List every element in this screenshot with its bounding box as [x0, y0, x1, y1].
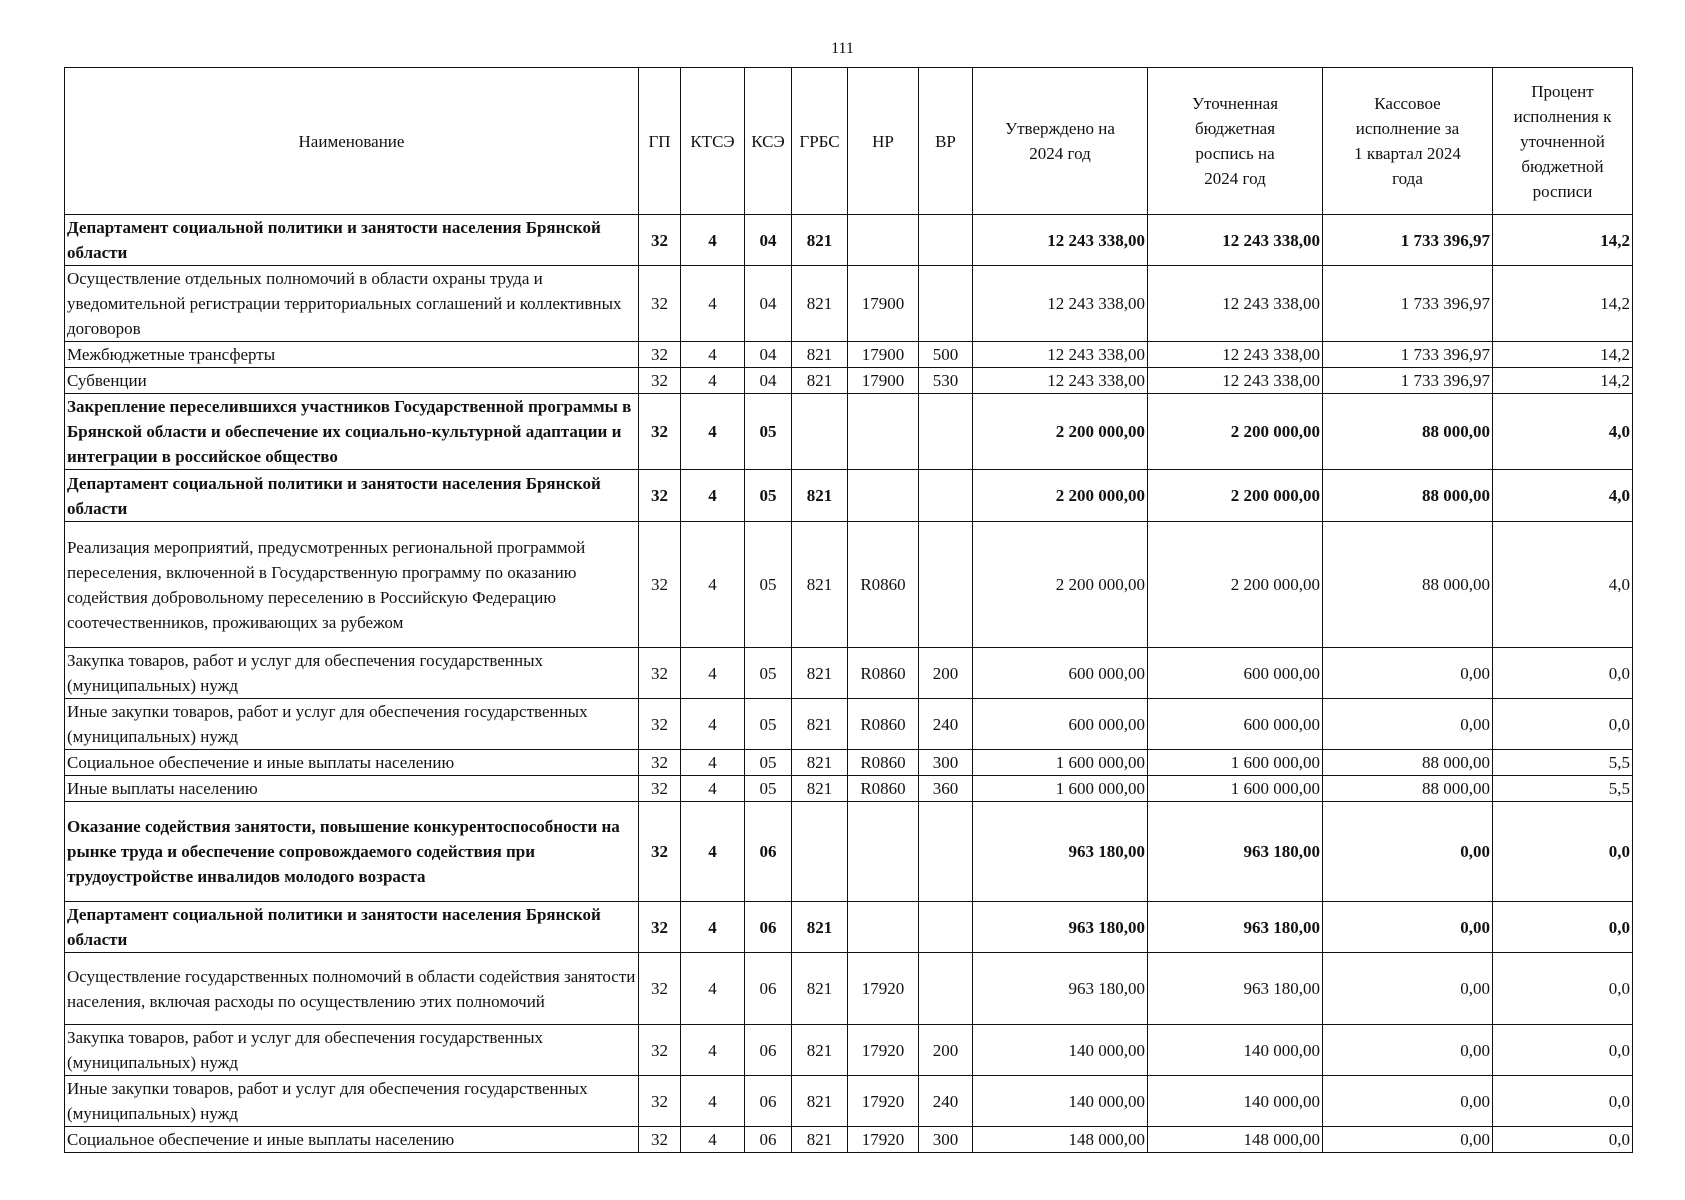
cell-refined: 12 243 338,00: [1148, 368, 1323, 394]
cell-grbs: 821: [792, 953, 848, 1025]
cell-percent: 0,0: [1493, 802, 1633, 902]
cell-ktse: 4: [681, 699, 745, 750]
cell-refined: 963 180,00: [1148, 953, 1323, 1025]
cell-refined: 1 600 000,00: [1148, 776, 1323, 802]
cell-cash: 0,00: [1323, 802, 1493, 902]
cell-grbs: 821: [792, 902, 848, 953]
cell-nr: 17920: [848, 1127, 919, 1153]
cell-kse: 06: [745, 802, 792, 902]
cell-kse: 05: [745, 648, 792, 699]
cell-grbs: [792, 394, 848, 470]
cell-ktse: 4: [681, 394, 745, 470]
cell-approved: 12 243 338,00: [973, 266, 1148, 342]
cell-vr: 360: [919, 776, 973, 802]
cell-ktse: 4: [681, 266, 745, 342]
header-vr: ВР: [919, 68, 973, 215]
cell-gp: 32: [639, 776, 681, 802]
cell-kse: 04: [745, 368, 792, 394]
cell-vr: [919, 902, 973, 953]
cell-ktse: 4: [681, 953, 745, 1025]
cell-nr: [848, 802, 919, 902]
cell-ktse: 4: [681, 1127, 745, 1153]
cell-refined: 963 180,00: [1148, 902, 1323, 953]
cell-percent: 4,0: [1493, 470, 1633, 522]
cell-cash: 1 733 396,97: [1323, 215, 1493, 266]
cell-percent: 0,0: [1493, 648, 1633, 699]
cell-vr: [919, 470, 973, 522]
cell-cash: 88 000,00: [1323, 394, 1493, 470]
table-row: [65, 648, 1633, 699]
cell-name: Иные выплаты населению: [65, 776, 639, 802]
cell-kse: 05: [745, 522, 792, 648]
cell-gp: 32: [639, 1076, 681, 1127]
cell-refined: 148 000,00: [1148, 1127, 1323, 1153]
cell-refined: 2 200 000,00: [1148, 470, 1323, 522]
cell-kse: 04: [745, 266, 792, 342]
cell-gp: 32: [639, 342, 681, 368]
cell-grbs: 821: [792, 699, 848, 750]
cell-ktse: 4: [681, 522, 745, 648]
cell-approved: 600 000,00: [973, 648, 1148, 699]
header-kse: КСЭ: [745, 68, 792, 215]
cell-ktse: 4: [681, 368, 745, 394]
cell-gp: 32: [639, 368, 681, 394]
cell-kse: 05: [745, 699, 792, 750]
cell-nr: R0860: [848, 522, 919, 648]
cell-refined: 600 000,00: [1148, 648, 1323, 699]
cell-kse: 06: [745, 1076, 792, 1127]
cell-cash: 0,00: [1323, 1076, 1493, 1127]
cell-name: Департамент социальной политики и занятости населения Брянской области: [65, 215, 639, 266]
cell-nr: R0860: [848, 750, 919, 776]
table-row: [65, 470, 1633, 522]
cell-percent: 0,0: [1493, 902, 1633, 953]
cell-kse: 06: [745, 953, 792, 1025]
cell-percent: 0,0: [1493, 699, 1633, 750]
cell-name: Субвенции: [65, 368, 639, 394]
cell-refined: 963 180,00: [1148, 802, 1323, 902]
cell-vr: 500: [919, 342, 973, 368]
cell-vr: 240: [919, 1076, 973, 1127]
cell-approved: 12 243 338,00: [973, 342, 1148, 368]
cell-nr: 17920: [848, 1076, 919, 1127]
cell-nr: [848, 902, 919, 953]
cell-name: Департамент социальной политики и занятости населения Брянской области: [65, 470, 639, 522]
cell-grbs: 821: [792, 215, 848, 266]
cell-vr: 200: [919, 648, 973, 699]
cell-cash: 1 733 396,97: [1323, 266, 1493, 342]
cell-name: Закупка товаров, работ и услуг для обеспечения государственных (муниципальных) нужд: [65, 648, 639, 699]
cell-grbs: 821: [792, 1127, 848, 1153]
cell-cash: 0,00: [1323, 648, 1493, 699]
header-gp: ГП: [639, 68, 681, 215]
cell-gp: 32: [639, 750, 681, 776]
cell-refined: 12 243 338,00: [1148, 215, 1323, 266]
cell-kse: 04: [745, 342, 792, 368]
cell-kse: 06: [745, 1127, 792, 1153]
cell-percent: 0,0: [1493, 1127, 1633, 1153]
cell-vr: [919, 215, 973, 266]
cell-kse: 05: [745, 776, 792, 802]
cell-grbs: [792, 802, 848, 902]
header-nr: НР: [848, 68, 919, 215]
cell-nr: R0860: [848, 699, 919, 750]
cell-percent: 0,0: [1493, 953, 1633, 1025]
table-row: [65, 1127, 1633, 1153]
cell-gp: 32: [639, 902, 681, 953]
cell-name: Департамент социальной политики и занятости населения Брянской области: [65, 902, 639, 953]
cell-vr: 300: [919, 1127, 973, 1153]
cell-cash: 88 000,00: [1323, 522, 1493, 648]
cell-gp: 32: [639, 215, 681, 266]
cell-percent: 4,0: [1493, 394, 1633, 470]
cell-cash: 0,00: [1323, 902, 1493, 953]
cell-gp: 32: [639, 802, 681, 902]
page-number: 111: [831, 40, 854, 57]
cell-refined: 140 000,00: [1148, 1025, 1323, 1076]
cell-vr: [919, 394, 973, 470]
cell-name: Закрепление переселившихся участников Государственной программы в Брянской области и обеспечение их социально-культурной адаптации и интеграции в российское общество: [65, 394, 639, 470]
cell-refined: 2 200 000,00: [1148, 394, 1323, 470]
cell-cash: 0,00: [1323, 1127, 1493, 1153]
cell-approved: 2 200 000,00: [973, 522, 1148, 648]
cell-cash: 0,00: [1323, 1025, 1493, 1076]
cell-vr: 300: [919, 750, 973, 776]
cell-vr: 240: [919, 699, 973, 750]
cell-nr: R0860: [848, 648, 919, 699]
cell-name: Реализация мероприятий, предусмотренных региональной программой переселения, включенной в Государственную программу по оказанию содействия добровольному переселению в Российскую Федерацию соотечественников, проживающих за рубежом: [65, 522, 639, 648]
cell-kse: 06: [745, 902, 792, 953]
cell-nr: R0860: [848, 776, 919, 802]
header-refined: Уточненная бюджетная роспись на 2024 год: [1148, 68, 1323, 215]
cell-gp: 32: [639, 699, 681, 750]
header-grbs: ГРБС: [792, 68, 848, 215]
cell-name: Межбюджетные трансферты: [65, 342, 639, 368]
cell-percent: 5,5: [1493, 750, 1633, 776]
cell-name: Социальное обеспечение и иные выплаты населению: [65, 1127, 639, 1153]
cell-nr: 17900: [848, 266, 919, 342]
cell-percent: 14,2: [1493, 368, 1633, 394]
cell-grbs: 821: [792, 522, 848, 648]
cell-gp: 32: [639, 470, 681, 522]
cell-refined: 12 243 338,00: [1148, 266, 1323, 342]
cell-approved: 1 600 000,00: [973, 776, 1148, 802]
cell-gp: 32: [639, 1127, 681, 1153]
table-row: [65, 802, 1633, 902]
cell-gp: 32: [639, 522, 681, 648]
cell-cash: 88 000,00: [1323, 470, 1493, 522]
cell-percent: 5,5: [1493, 776, 1633, 802]
cell-cash: 88 000,00: [1323, 750, 1493, 776]
table-row: [65, 902, 1633, 953]
table-row: [65, 522, 1633, 648]
cell-ktse: 4: [681, 342, 745, 368]
cell-refined: 12 243 338,00: [1148, 342, 1323, 368]
cell-nr: 17920: [848, 953, 919, 1025]
cell-approved: 963 180,00: [973, 902, 1148, 953]
header-percent: Процент исполнения к уточненной бюджетной росписи: [1493, 68, 1633, 215]
cell-name: Осуществление государственных полномочий в области содействия занятости населения, включая расходы по осуществлению этих полномочий: [65, 953, 639, 1025]
cell-ktse: 4: [681, 648, 745, 699]
cell-percent: 14,2: [1493, 215, 1633, 266]
cell-name: Иные закупки товаров, работ и услуг для обеспечения государственных (муниципальных) нужд: [65, 1076, 639, 1127]
cell-approved: 148 000,00: [973, 1127, 1148, 1153]
cell-gp: 32: [639, 1025, 681, 1076]
table-row: [65, 1025, 1633, 1076]
cell-refined: 600 000,00: [1148, 699, 1323, 750]
cell-name: Социальное обеспечение и иные выплаты населению: [65, 750, 639, 776]
table-row: [65, 1076, 1633, 1127]
table-row: [65, 699, 1633, 750]
cell-grbs: 821: [792, 648, 848, 699]
cell-nr: [848, 470, 919, 522]
cell-ktse: 4: [681, 1076, 745, 1127]
header-ktse: КТСЭ: [681, 68, 745, 215]
cell-approved: 963 180,00: [973, 953, 1148, 1025]
cell-approved: 140 000,00: [973, 1076, 1148, 1127]
cell-cash: 0,00: [1323, 953, 1493, 1025]
cell-gp: 32: [639, 394, 681, 470]
cell-approved: 600 000,00: [973, 699, 1148, 750]
cell-grbs: 821: [792, 342, 848, 368]
cell-grbs: 821: [792, 470, 848, 522]
cell-ktse: 4: [681, 215, 745, 266]
table-row: [65, 953, 1633, 1025]
table-row: [65, 342, 1633, 368]
header-cash: Кассовое исполнение за 1 квартал 2024 года: [1323, 68, 1493, 215]
cell-nr: 17920: [848, 1025, 919, 1076]
cell-approved: 2 200 000,00: [973, 470, 1148, 522]
cell-grbs: 821: [792, 1025, 848, 1076]
table-row: [65, 368, 1633, 394]
cell-vr: [919, 266, 973, 342]
table-row: [65, 266, 1633, 342]
cell-grbs: 821: [792, 266, 848, 342]
cell-gp: 32: [639, 266, 681, 342]
cell-vr: [919, 802, 973, 902]
table-row: [65, 776, 1633, 802]
cell-ktse: 4: [681, 1025, 745, 1076]
cell-cash: 1 733 396,97: [1323, 368, 1493, 394]
cell-gp: 32: [639, 648, 681, 699]
cell-nr: [848, 394, 919, 470]
cell-ktse: 4: [681, 802, 745, 902]
cell-ktse: 4: [681, 902, 745, 953]
cell-name: Иные закупки товаров, работ и услуг для обеспечения государственных (муниципальных) нужд: [65, 699, 639, 750]
cell-percent: 0,0: [1493, 1076, 1633, 1127]
cell-name: Осуществление отдельных полномочий в области охраны труда и уведомительной регистрации территориальных соглашений и коллективных договоров: [65, 266, 639, 342]
cell-approved: 140 000,00: [973, 1025, 1148, 1076]
cell-kse: 06: [745, 1025, 792, 1076]
table-row: [65, 394, 1633, 470]
cell-approved: 2 200 000,00: [973, 394, 1148, 470]
header-approved: Утверждено на 2024 год: [973, 68, 1148, 215]
cell-refined: 140 000,00: [1148, 1076, 1323, 1127]
budget-table: [64, 67, 1633, 1153]
cell-percent: 14,2: [1493, 342, 1633, 368]
cell-nr: [848, 215, 919, 266]
cell-grbs: 821: [792, 776, 848, 802]
cell-grbs: 821: [792, 1076, 848, 1127]
cell-nr: 17900: [848, 368, 919, 394]
cell-kse: 05: [745, 394, 792, 470]
cell-cash: 0,00: [1323, 699, 1493, 750]
cell-vr: 200: [919, 1025, 973, 1076]
cell-ktse: 4: [681, 470, 745, 522]
cell-kse: 04: [745, 215, 792, 266]
cell-approved: 12 243 338,00: [973, 215, 1148, 266]
cell-nr: 17900: [848, 342, 919, 368]
table-row: [65, 750, 1633, 776]
cell-refined: 1 600 000,00: [1148, 750, 1323, 776]
cell-name: Оказание содействия занятости, повышение конкурентоспособности на рынке труда и обеспечение сопровождаемого содействия при трудоустройстве инвалидов молодого возраста: [65, 802, 639, 902]
cell-ktse: 4: [681, 750, 745, 776]
cell-percent: 14,2: [1493, 266, 1633, 342]
cell-ktse: 4: [681, 776, 745, 802]
table-row: [65, 215, 1633, 266]
cell-percent: 4,0: [1493, 522, 1633, 648]
cell-approved: 12 243 338,00: [973, 368, 1148, 394]
cell-percent: 0,0: [1493, 1025, 1633, 1076]
cell-vr: [919, 953, 973, 1025]
cell-vr: 530: [919, 368, 973, 394]
cell-name: Закупка товаров, работ и услуг для обеспечения государственных (муниципальных) нужд: [65, 1025, 639, 1076]
header-name: Наименование: [65, 68, 639, 215]
cell-kse: 05: [745, 750, 792, 776]
cell-grbs: 821: [792, 750, 848, 776]
cell-cash: 1 733 396,97: [1323, 342, 1493, 368]
cell-grbs: 821: [792, 368, 848, 394]
cell-gp: 32: [639, 953, 681, 1025]
cell-refined: 2 200 000,00: [1148, 522, 1323, 648]
cell-approved: 963 180,00: [973, 802, 1148, 902]
cell-vr: [919, 522, 973, 648]
table-header-row: [65, 68, 1633, 215]
cell-kse: 05: [745, 470, 792, 522]
cell-cash: 88 000,00: [1323, 776, 1493, 802]
cell-approved: 1 600 000,00: [973, 750, 1148, 776]
table-body: [65, 215, 1633, 1153]
